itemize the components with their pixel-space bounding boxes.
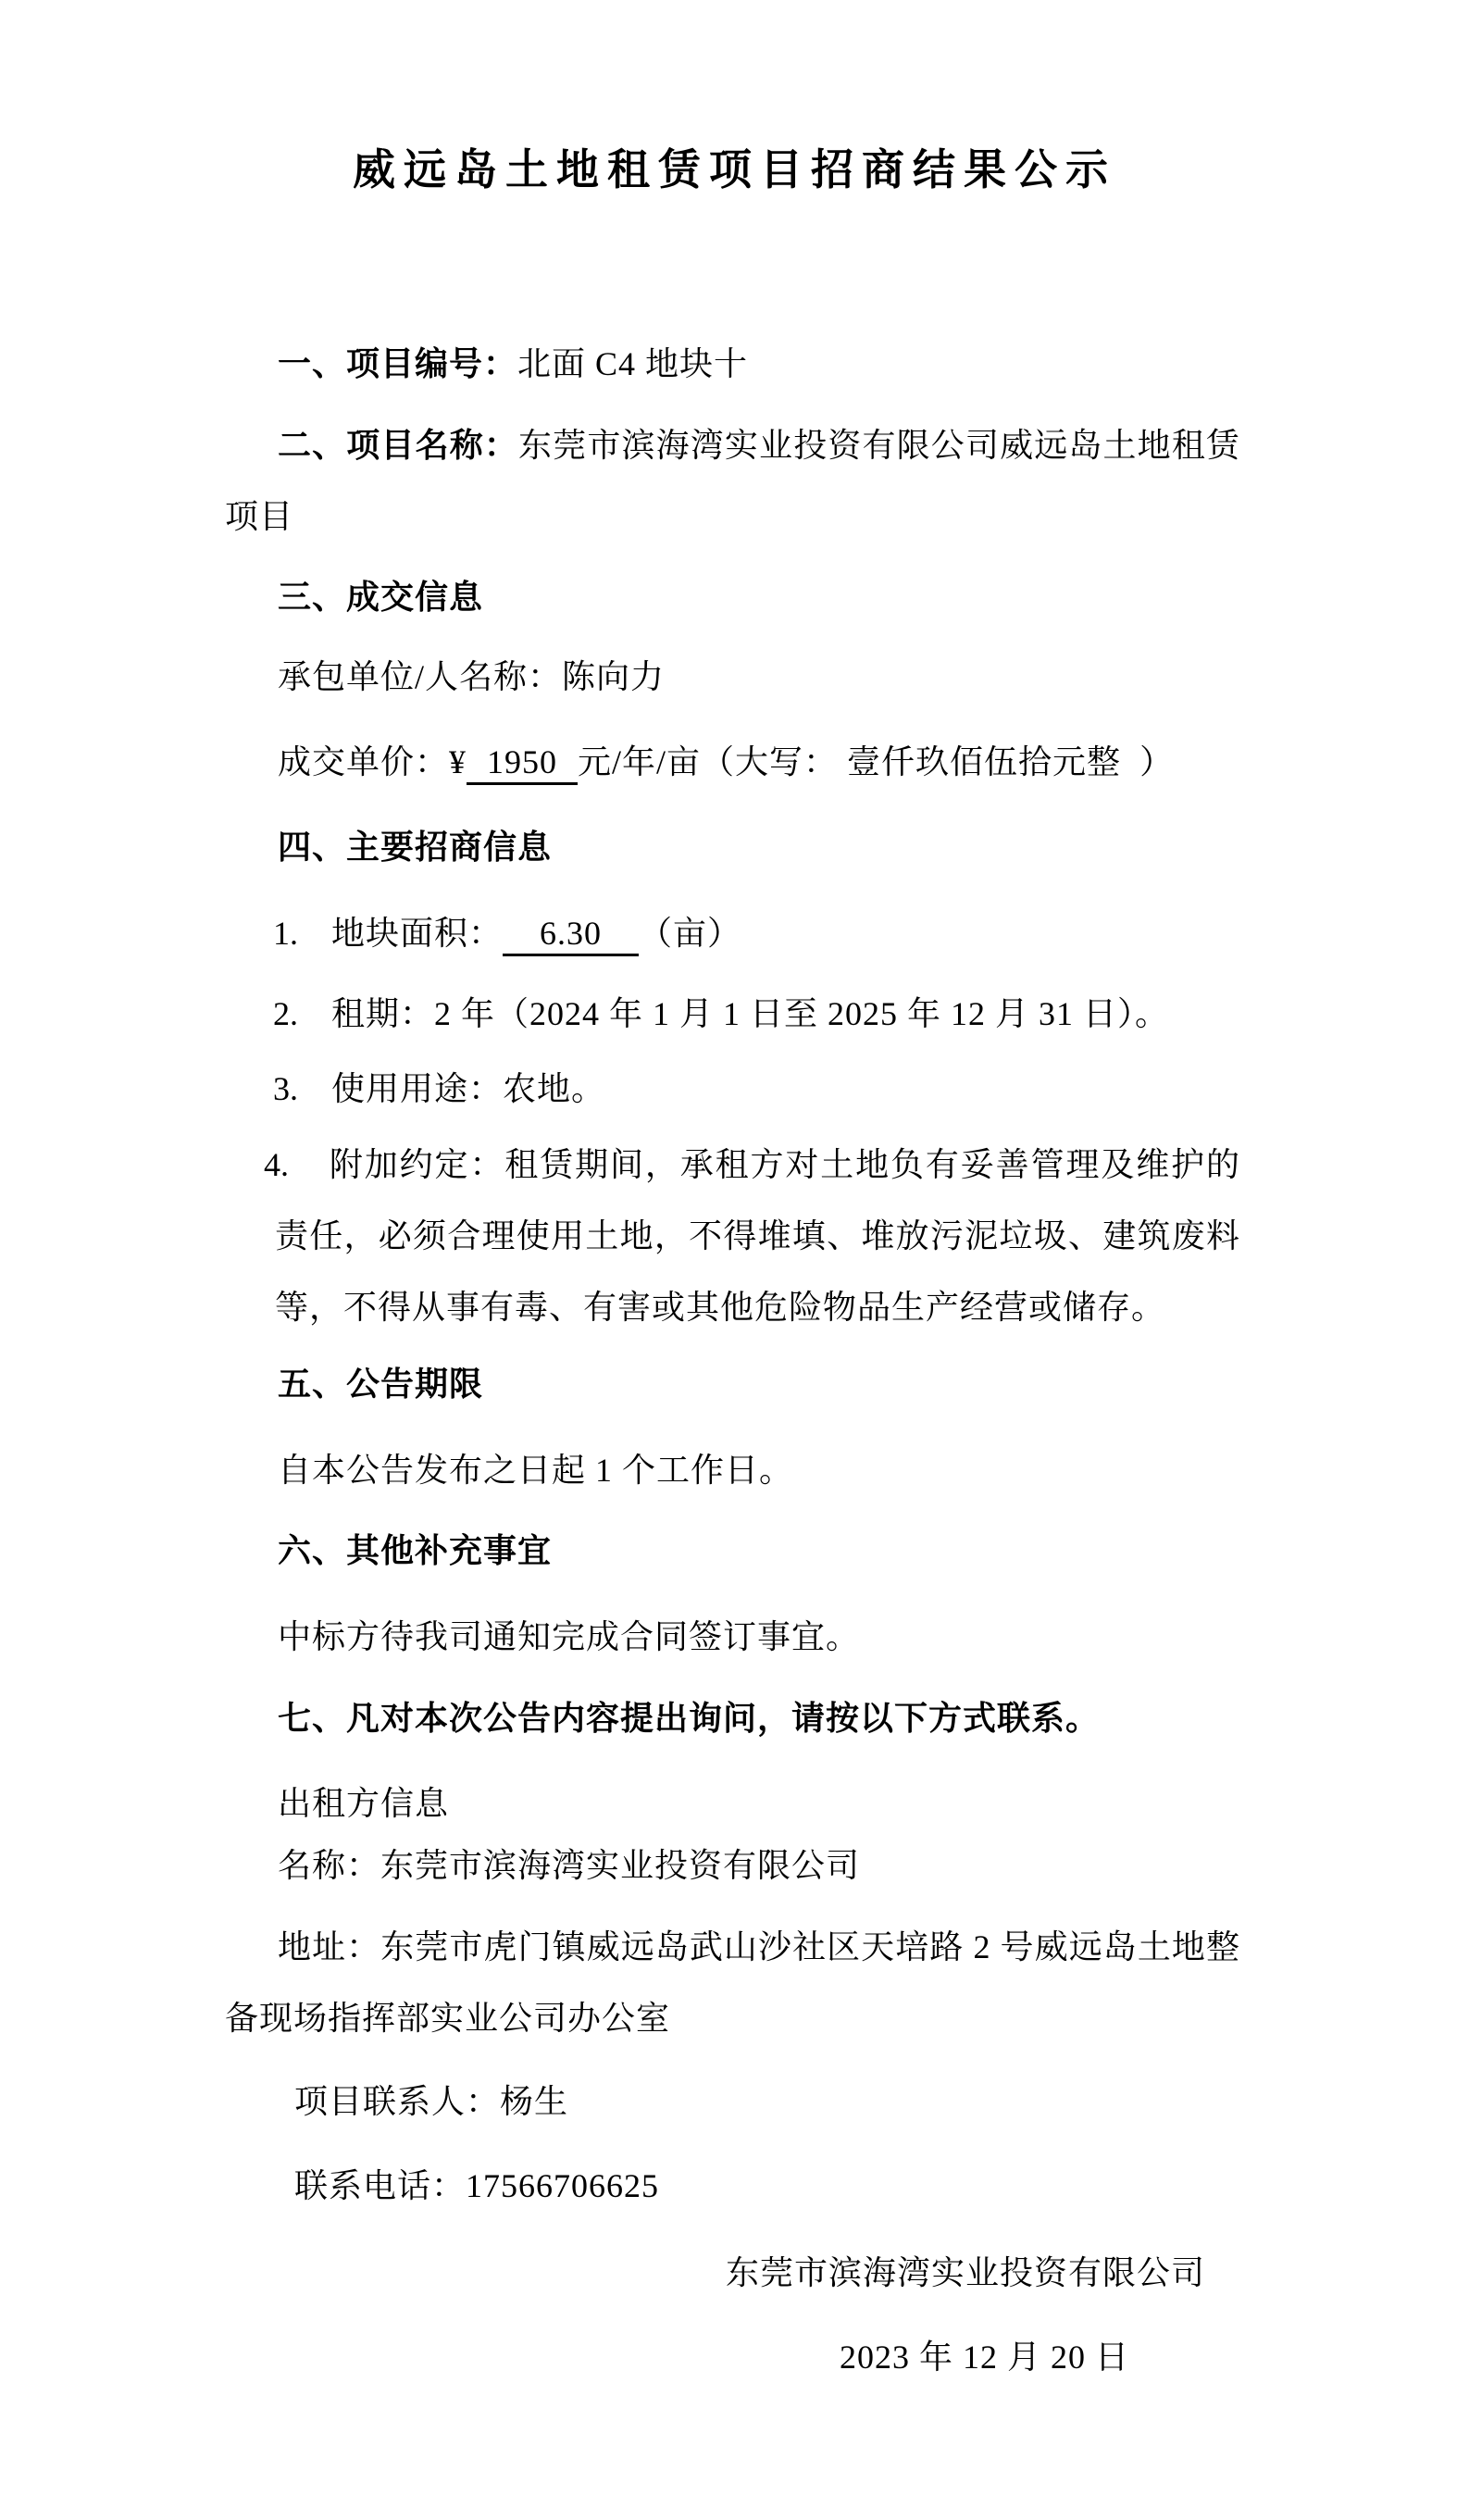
section-4-heading: 四、主要招商信息	[278, 829, 553, 866]
section-6-heading: 六、其他补充事宜	[278, 1532, 553, 1569]
lessor-info-heading: 出租方信息	[278, 1785, 450, 1822]
deal-price-label: 成交单价：	[278, 743, 450, 780]
contractor-label: 承包单位/人名称：	[278, 658, 563, 695]
term-text: 租期：2 年（2024 年 1 月 1 日至 2025 年 12 月 31 日）。	[331, 995, 1170, 1032]
conditions-text: 附加约定：租赁期间，承租方对土地负有妥善管理及维护的责任，必须合理使用土地，不得堆填、堆放污泥垃圾、建筑废料等，不得从事有毒、有害或其他危险物品生产经营或储存。	[275, 1146, 1240, 1326]
list-item-usage	[225, 1054, 1240, 1125]
contractor-line	[225, 642, 1240, 713]
project-name-label: 二、项目名称：	[278, 427, 519, 464]
lessor-address-paragraph	[225, 1912, 1240, 2054]
lessor-name-line	[225, 1830, 1240, 1902]
project-number-line	[225, 329, 1240, 400]
list-item-term	[225, 979, 1240, 1050]
contact-person-label: 项目联系人：	[294, 2083, 501, 2120]
lessor-address-value: 东莞市虎门镇威远岛武山沙社区天培路 2 号威远岛土地整备现场指挥部实业公司办公室	[225, 1928, 1240, 2037]
lessor-address-label: 地址：	[278, 1928, 381, 1965]
area-value: 6.30	[503, 913, 639, 956]
deal-price-unit: 元/年/亩	[578, 743, 702, 780]
contact-person-value: 杨生	[500, 2083, 569, 2120]
contact-phone-value: 17566706625	[466, 2167, 660, 2204]
signature-company: 东莞市滨海湾实业投资有限公司	[725, 2254, 1205, 2291]
supplement-text: 中标方待我司通知完成合同签订事宜。	[278, 1618, 861, 1655]
deal-price-value: 1950	[467, 742, 578, 785]
contact-phone-line	[225, 2151, 1240, 2222]
price-caps-open: （大写：	[701, 743, 848, 780]
section-7-heading: 七、凡对本次公告内容提出询问，请按以下方式联系。	[278, 1700, 1101, 1737]
area-label: 地块面积：	[331, 915, 504, 952]
section-3-heading: 三、成交信息	[278, 579, 484, 616]
list-item-4-number: 4.	[264, 1146, 289, 1183]
document-title: 威远岛土地租赁项目招商结果公示	[353, 146, 1116, 193]
area-unit: （亩）	[639, 915, 742, 952]
project-number-label: 一、项目编号：	[278, 345, 518, 382]
deal-price-line	[225, 727, 1240, 798]
list-item-3-number: 3.	[273, 1070, 298, 1107]
price-caps-value: 壹仟玖佰伍拾元整	[847, 743, 1122, 780]
currency-symbol: ¥	[449, 743, 467, 780]
list-item-2-number: 2.	[273, 995, 298, 1032]
section-5-heading: 五、公告期限	[278, 1366, 484, 1403]
usage-text: 使用用途：农地。	[331, 1070, 606, 1107]
project-name-paragraph	[225, 410, 1240, 553]
list-item-area	[225, 898, 1240, 969]
lessor-name-value: 东莞市滨海湾实业投资有限公司	[380, 1847, 861, 1884]
list-item-1-number: 1.	[273, 915, 298, 952]
notice-period-text: 自本公告发布之日起 1 个工作日。	[278, 1452, 794, 1489]
project-number-value: 北面 C4 地块十	[517, 345, 749, 382]
contractor-value: 陈向力	[562, 658, 666, 695]
contact-phone-label: 联系电话：	[294, 2167, 467, 2204]
list-item-conditions	[264, 1129, 1240, 1343]
project-name-value: 东莞市滨海湾实业投资有限公司威远岛土地租赁项目	[225, 427, 1240, 535]
price-caps-close: ）	[1121, 743, 1175, 780]
contact-person-line	[225, 2066, 1240, 2138]
signature-date: 2023 年 12 月 20 日	[839, 2339, 1129, 2376]
lessor-name-label: 名称：	[278, 1847, 381, 1884]
